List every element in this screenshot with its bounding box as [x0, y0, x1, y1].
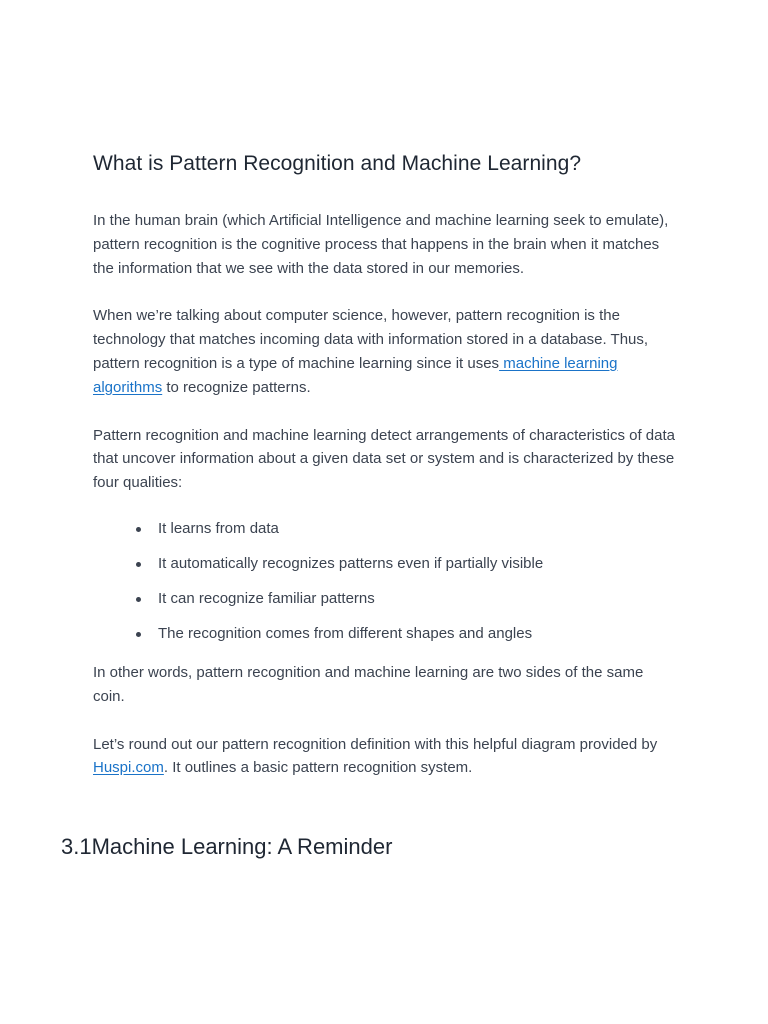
article-title: What is Pattern Recognition and Machine Learning?: [93, 152, 582, 175]
list-item-text: It learns from data: [158, 519, 279, 537]
paragraph-qualities-intro: Pattern recognition and machine learning detect arrangements of characteristics of data that uncover information about a given data set or system and is characterized by these four qualities:: [93, 426, 675, 492]
paragraph-text: . It outlines a basic pattern recognition system.: [163, 759, 473, 777]
list-item: [93, 517, 678, 552]
paragraph-brain: In the human brain (which Artificial Intelligence and machine learning seek to emulate), pattern recognition is the cognitive process that happens in the brain when it matches the information that we see with the data stored in our memories.: [93, 212, 669, 277]
bullet-icon: [136, 597, 141, 602]
list-item-text: It can recognize familiar patterns: [158, 589, 375, 607]
machine-learning-algorithms-link[interactable]: machine learning algorithms: [93, 354, 618, 396]
paragraph-text: When we’re talking about computer science, however, pattern recognition is the technology that matches incoming data with information stored in a database. Thus, pattern recognition is a type of machine learning since it uses: [93, 307, 649, 372]
list-item: [93, 622, 678, 647]
huspi-link[interactable]: Huspi.com: [93, 759, 164, 777]
paragraph-text: Let’s round out our pattern recognition definition with this helpful diagram provided by: [93, 735, 658, 753]
list-item: [93, 552, 678, 587]
list-item-text: The recognition comes from different shapes and angles: [158, 624, 533, 642]
bullet-icon: [136, 632, 141, 637]
qualities-list: [93, 517, 678, 647]
article-body: [93, 149, 678, 780]
bullet-icon: [136, 527, 141, 532]
paragraph-diagram-intro: [93, 733, 678, 781]
bullet-icon: [136, 562, 141, 567]
paragraph-computer-science: [93, 304, 678, 399]
list-item-text: It automatically recognizes patterns even if partially visible: [158, 554, 544, 572]
paragraph-two-sides: In other words, pattern recognition and machine learning are two sides of the same coin.: [93, 663, 644, 705]
paragraph-text: to recognize patterns.: [162, 378, 311, 396]
section-heading: 3.1Machine Learning: A Reminder: [61, 834, 393, 859]
list-item: [93, 587, 678, 622]
